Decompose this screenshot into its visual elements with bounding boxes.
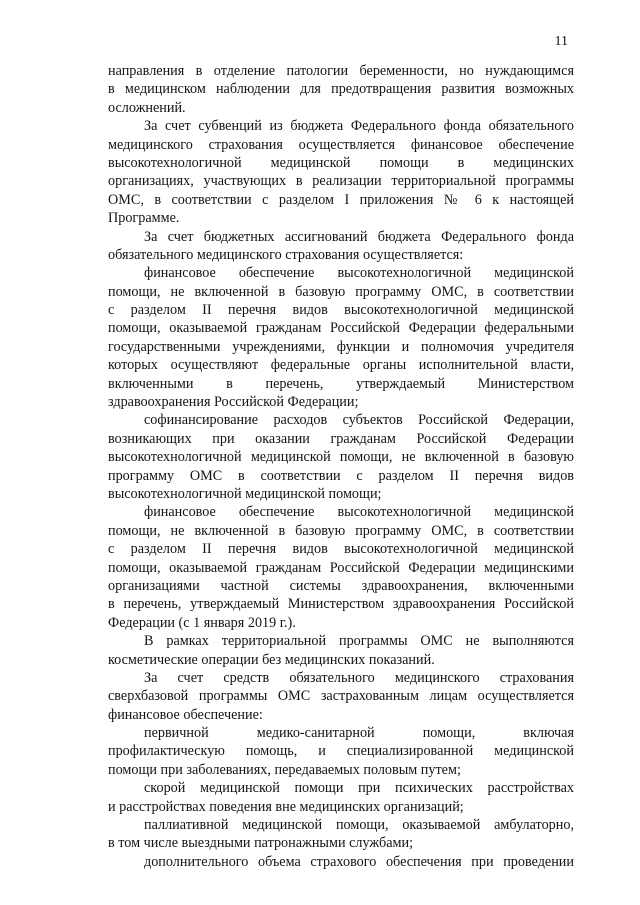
text-line: финансовое обеспечение: (108, 706, 263, 723)
text-line: возникающих при оказании гражданам Российской Федерации (108, 430, 574, 447)
text-line: организациях, участвующих в реализации территориальной программы (108, 173, 574, 190)
text-line: которых осуществляют федеральные органы исполнительной власти, (108, 357, 574, 374)
text-line: в медицинском наблюдении для предотвращения развития возможных (108, 81, 574, 98)
text-line: с разделом II перечня видов высокотехнологичной медицинской (108, 302, 574, 319)
text-line: скорой медицинской помощи при психических расстройствах (144, 780, 574, 797)
text-line: направления в отделение патологии беременности, но нуждающимся (108, 63, 574, 79)
text-line: первичной медико-санитарной помощи, включая (144, 725, 574, 742)
text-line: программу ОМС в соответствии с разделом II перечня видов (108, 467, 574, 484)
document-body (108, 62, 574, 871)
text-line: высокотехнологичной медицинской помощи; (108, 485, 382, 502)
text-line: в перечень, утверждаемый Министерством здравоохранения Российской (108, 596, 574, 613)
text-line: с разделом II перечня видов высокотехнологичной медицинской (108, 541, 574, 558)
text-line: медицинского страхования осуществляется финансовое обеспечение (108, 136, 574, 153)
text-line: высокотехнологичной медицинской помощи, не включенной в базовую (108, 449, 574, 466)
text-line: обязательного медицинского страхования осуществляется: (108, 246, 464, 263)
text-line: включенными в перечень, утверждаемый Министерством (108, 375, 574, 392)
text-line: помощи, не включенной в базовую программу ОМС, в соответствии (108, 522, 574, 539)
text-line: финансовое обеспечение высокотехнологичной медицинской (144, 504, 574, 521)
text-line: осложнений. (108, 99, 186, 116)
text-line: помощи, оказываемой гражданам Российской Федерации федеральными (108, 320, 574, 337)
text-line: высокотехнологичной медицинской помощи в медицинских (108, 154, 574, 171)
text-line: помощи, не включенной в базовую программу ОМС, в соответствии (108, 283, 574, 300)
text-line: и расстройствах поведения вне медицинских организаций; (108, 798, 464, 815)
text-line: За счет средств обязательного медицинского страхования (144, 669, 574, 686)
text-line: ОМС, в соответствии с разделом I приложения № 6 к настоящей (108, 191, 574, 208)
text-line: Программе. (108, 210, 180, 227)
text-line: организациями частной системы здравоохранения, включенными (108, 577, 574, 594)
text-line: паллиативной медицинской помощи, оказываемой амбулаторно, (144, 817, 574, 834)
text-line: софинансирование расходов субъектов Российской Федерации, (144, 412, 574, 429)
text-line: в том числе выездными патронажными службами; (108, 835, 414, 852)
text-line: здравоохранения Российской Федерации; (108, 394, 359, 411)
text-line: профилактическую помощь, и специализированной медицинской (108, 743, 574, 760)
text-line: помощи, оказываемой гражданам Российской Федерации медицинскими (108, 559, 574, 576)
text-line: В рамках территориальной программы ОМС не выполняются (144, 633, 574, 650)
text-line: дополнительного объема страхового обеспечения при проведении (144, 853, 574, 870)
text-line: косметические операции без медицинских показаний. (108, 651, 435, 668)
text-line: За счет бюджетных ассигнований бюджета Федерального фонда (144, 228, 574, 245)
text-line: сверхбазовой программы ОМС застрахованным лицам осуществляется (108, 688, 574, 705)
text-line: финансовое обеспечение высокотехнологичной медицинской (144, 265, 574, 282)
text-line: Федерации (с 1 января 2019 г.). (108, 614, 296, 631)
text-line: государственными учреждениями, функции и полномочия учредителя (108, 338, 574, 355)
text-line: помощи при заболеваниях, передаваемых половым путем; (108, 761, 461, 778)
page-number: 11 (554, 34, 568, 49)
text-line: За счет субвенций из бюджета Федерального фонда обязательного (144, 118, 574, 135)
